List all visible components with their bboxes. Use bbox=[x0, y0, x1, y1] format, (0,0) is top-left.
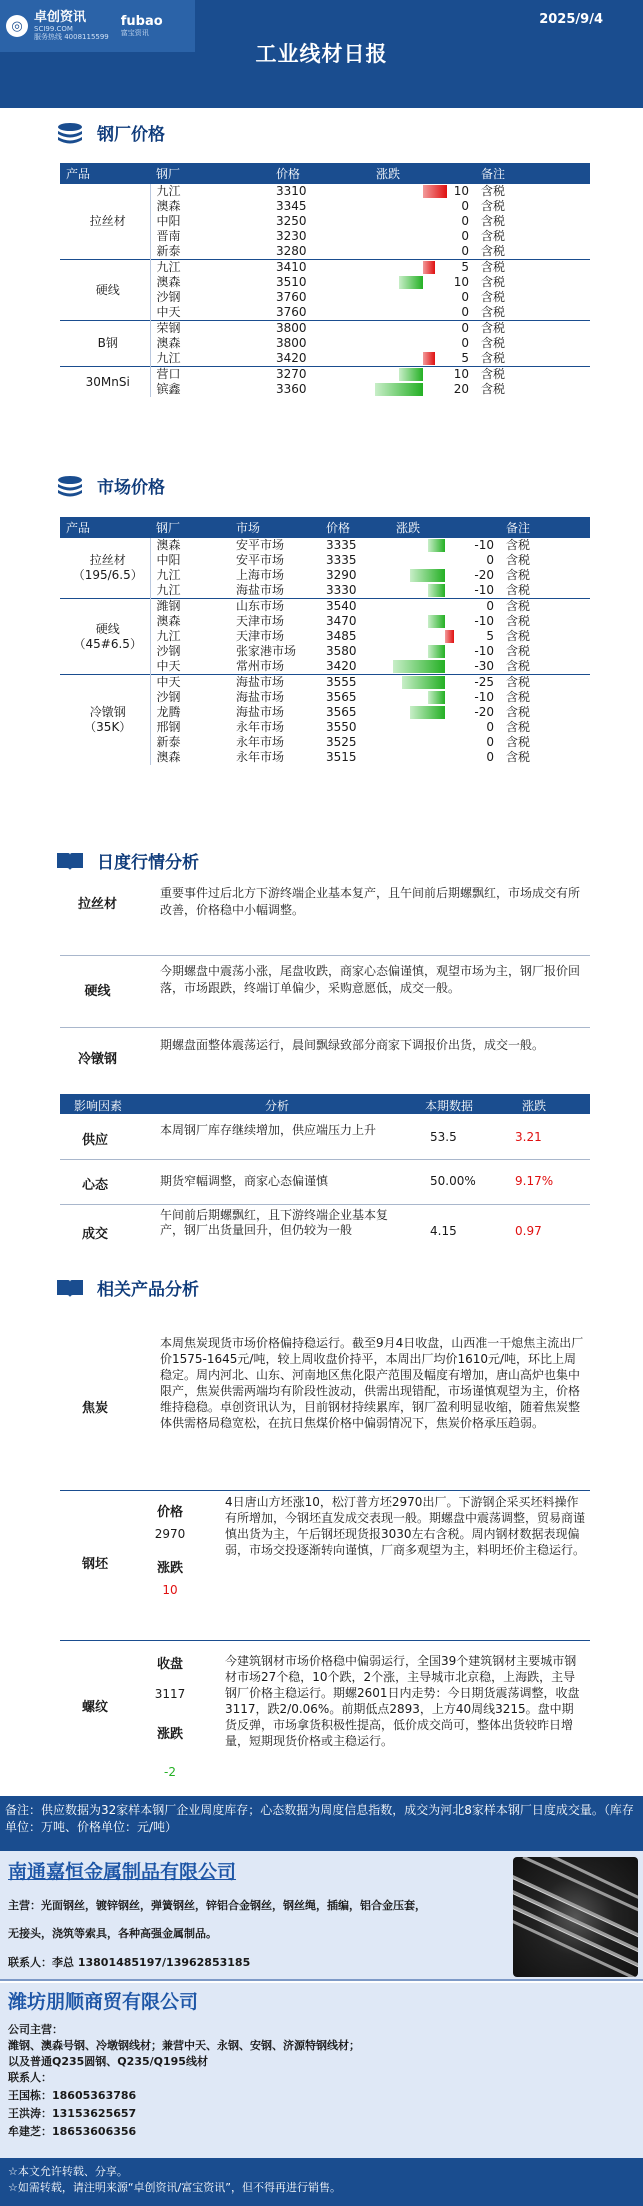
logo-en: fubao bbox=[120, 14, 163, 29]
cell-mill: 澳森 bbox=[156, 336, 181, 350]
cell-price: 3420 bbox=[326, 659, 357, 673]
product-group-label: 冷镦钢 （35K） bbox=[60, 675, 150, 766]
cell-chg bbox=[390, 750, 500, 765]
column-header: 市场 bbox=[230, 517, 320, 538]
cell-mill: 镔鑫 bbox=[156, 382, 181, 396]
cell-chg bbox=[370, 336, 475, 351]
impact-factor: 成交 bbox=[81, 1227, 108, 1242]
cell-price: 3540 bbox=[320, 599, 390, 615]
column-header: 备注 bbox=[475, 163, 590, 184]
cell-mill: 中天 bbox=[150, 675, 230, 691]
cell-price: 3760 bbox=[276, 290, 307, 304]
rise-bar bbox=[445, 630, 454, 643]
impact-factor: 供应 bbox=[81, 1133, 108, 1148]
change-value: 0 bbox=[461, 244, 469, 258]
cell-note: 含税 bbox=[481, 229, 506, 243]
table-row bbox=[60, 321, 590, 337]
cell-note: 含税 bbox=[506, 644, 531, 658]
logo-phone: 服务热线 4008115599 bbox=[34, 33, 109, 41]
change-value: 0 bbox=[486, 553, 494, 567]
cell-chg bbox=[390, 614, 500, 629]
cell-mill: 中天 bbox=[156, 659, 181, 673]
daily-label: 冷镦钢 bbox=[77, 1052, 117, 1067]
section-title: 市场价格 bbox=[97, 478, 165, 498]
advert-line: 潍钢、澳森号钢、冷墩钢线材；兼营中天、永钢、安钢、济源特钢线材； bbox=[8, 2039, 360, 2052]
cell-mill: 荣钢 bbox=[150, 321, 270, 337]
product-price-label: 收盘 bbox=[156, 1657, 183, 1672]
cell-note: 含税 bbox=[475, 260, 590, 276]
cell-market: 永年市场 bbox=[236, 750, 285, 764]
cell-mill: 九江 bbox=[156, 351, 181, 365]
fall-bar bbox=[428, 645, 445, 658]
column-header: 备注 bbox=[500, 517, 590, 538]
daily-label: 硬线 bbox=[84, 984, 111, 999]
cell-price: 3360 bbox=[276, 382, 307, 396]
product-price: 2970 bbox=[154, 1527, 186, 1541]
cell-chg bbox=[370, 275, 475, 290]
column-header: 产品 bbox=[60, 517, 150, 538]
advert-line: 联系人： bbox=[8, 2071, 52, 2084]
report-date: 2025/9/4 bbox=[539, 12, 603, 27]
daily-text: 重要事件过后北方下游终端企业基本复产，且午间前后期螺飘红，市场成交有所改善，价格稳中小幅调整。 bbox=[160, 886, 581, 917]
product-group-label: 拉丝材 （195/6.5） bbox=[60, 538, 150, 599]
advert-company[interactable]: 南通嘉恒金属制品有限公司 bbox=[8, 1861, 237, 1883]
cell-price: 3565 bbox=[326, 705, 357, 719]
change-value: -10 bbox=[474, 614, 494, 628]
change-value: -20 bbox=[474, 705, 494, 719]
cell-chg bbox=[370, 214, 475, 229]
change-value: 0 bbox=[461, 290, 469, 304]
product-name: 钢坯 bbox=[81, 1557, 108, 1572]
table-row bbox=[60, 675, 590, 691]
cell-note: 含税 bbox=[506, 629, 531, 643]
cell-market: 安平市场 bbox=[236, 553, 285, 567]
impact-factor: 心态 bbox=[81, 1178, 108, 1193]
footer-line: ☆如需转载，请注明来源“卓创资讯/富宝资讯”，但不得再进行销售。 bbox=[8, 2181, 341, 2194]
fall-bar bbox=[399, 276, 423, 289]
cell-mill: 九江 bbox=[150, 260, 270, 276]
advert-line: 无接头，浇筑等索具，各种高强金属制品。 bbox=[8, 1927, 217, 1940]
cell-market: 安平市场 bbox=[236, 538, 285, 552]
cell-mill: 九江 bbox=[156, 568, 181, 582]
change-value: 10 bbox=[453, 367, 469, 381]
fall-bar bbox=[375, 383, 423, 396]
product-price-label: 价格 bbox=[156, 1505, 183, 1520]
cell-price: 3280 bbox=[276, 244, 307, 258]
cell-note: 含税 bbox=[481, 184, 506, 198]
change-value: -10 bbox=[474, 690, 494, 704]
cell-chg bbox=[370, 382, 475, 397]
impact-table-header bbox=[60, 1094, 590, 1114]
cell-note: 含税 bbox=[506, 614, 531, 628]
product-billet bbox=[60, 1490, 590, 1630]
cell-price: 3270 bbox=[270, 367, 370, 383]
fall-bar bbox=[410, 706, 445, 719]
rise-bar bbox=[423, 261, 435, 274]
cell-mill: 澳森 bbox=[156, 199, 181, 213]
cell-mill: 澳森 bbox=[156, 614, 181, 628]
cell-note: 含税 bbox=[506, 659, 531, 673]
impact-value: 53.5 bbox=[430, 1130, 457, 1144]
daily-text: 期螺盘面整体震荡运行，晨间飘绿致部分商家下调报价出货，成交一般。 bbox=[160, 1038, 545, 1052]
daily-row bbox=[60, 955, 590, 1020]
advert-line: 王国栋：18605363786 bbox=[8, 2089, 137, 2102]
change-value: 5 bbox=[486, 629, 494, 643]
cell-chg bbox=[370, 229, 475, 244]
daily-row bbox=[60, 1027, 590, 1087]
product-change-label: 涨跌 bbox=[156, 1561, 183, 1576]
cell-mill: 澳森 bbox=[156, 750, 181, 764]
cell-note: 含税 bbox=[481, 244, 506, 258]
product-text: 本周焦炭现货市场价格偏持稳运行。截至9月4日收盘，山西准一干熄焦主流出厂价1575-1645元/吨，较上周收盘价持平，本周出厂均价1610元/吨，环比上周稳定。周内河北、山东、河南地区焦化限产范围及幅度有增加，唐山高炉也集中限产，焦炭供需两端均有阶段性波动，供需出现错配，市场谨慎观望为主，价格维持稳稳。卓创资讯认为，目前钢材持续累库，钢厂盈利明显收缩，随着焦炭整体供需格局稳宽松，在抗日焦煤价格中偏弱情况下，焦炭价格承压趋弱。 bbox=[160, 1336, 584, 1430]
table-row bbox=[60, 599, 590, 615]
advert-company[interactable]: 潍坊朋顺商贸有限公司 bbox=[8, 1991, 199, 2013]
logo-cn: 卓创资讯 bbox=[34, 10, 87, 25]
section-related bbox=[55, 1275, 199, 1300]
cell-price: 3800 bbox=[276, 336, 307, 350]
cell-market: 海盐市场 bbox=[236, 690, 285, 704]
change-value: 10 bbox=[453, 184, 469, 198]
product-name: 焦炭 bbox=[81, 1401, 108, 1416]
cell-price: 3330 bbox=[326, 583, 357, 597]
column-header: 钢厂 bbox=[150, 163, 270, 184]
footnote: 备注：供应数据为32家样本钢厂企业周度库存；心态数据为周度信息指数，成交为河北8家样本钢厂日度成交量。（库存单位：万吨、价格单位：元/吨） bbox=[0, 1796, 643, 1851]
fall-bar bbox=[402, 676, 445, 689]
rise-bar bbox=[423, 352, 435, 365]
cell-chg bbox=[370, 367, 475, 383]
cell-price: 3485 bbox=[326, 629, 357, 643]
stack-icon bbox=[55, 122, 85, 144]
change-value: -10 bbox=[474, 583, 494, 597]
product-group-label: 拉丝材 bbox=[60, 184, 150, 260]
advert-line: 牟建芝：18653606356 bbox=[8, 2125, 137, 2138]
cell-mill: 澳森 bbox=[156, 275, 181, 289]
cell-note: 含税 bbox=[481, 382, 506, 396]
cell-market: 海盐市场 bbox=[230, 675, 320, 691]
table-row bbox=[60, 260, 590, 276]
cell-note: 含税 bbox=[481, 214, 506, 228]
cell-chg bbox=[390, 644, 500, 659]
cell-note: 含税 bbox=[481, 275, 506, 289]
cell-note: 含税 bbox=[506, 538, 531, 552]
cell-chg bbox=[390, 568, 500, 583]
change-value: 10 bbox=[453, 275, 469, 289]
cell-mill: 中阳 bbox=[156, 214, 181, 228]
impact-value: 4.15 bbox=[430, 1224, 457, 1238]
cell-mill: 中天 bbox=[156, 305, 181, 319]
cell-note: 含税 bbox=[506, 735, 531, 749]
fall-bar bbox=[428, 539, 445, 552]
cell-chg bbox=[390, 690, 500, 705]
change-value: 5 bbox=[461, 351, 469, 365]
product-change: 10 bbox=[162, 1583, 178, 1597]
cell-mill: 新泰 bbox=[156, 244, 181, 258]
cell-price: 3800 bbox=[270, 321, 370, 337]
cell-chg bbox=[370, 244, 475, 260]
product-group-label: 硬线 bbox=[60, 260, 150, 321]
page-header bbox=[0, 0, 643, 108]
cell-market: 常州市场 bbox=[236, 659, 285, 673]
impact-analysis: 期货窄幅调整，商家心态偏谨慎 bbox=[160, 1174, 329, 1188]
advert-line: 王洪涛：13153625657 bbox=[8, 2107, 137, 2120]
change-value: 0 bbox=[486, 720, 494, 734]
page-title: 工业线材日报 bbox=[255, 42, 388, 66]
cell-price: 3510 bbox=[276, 275, 307, 289]
cell-mill: 沙钢 bbox=[156, 290, 181, 304]
advert-line: 联系人：李总 13801485197/13962853185 bbox=[8, 1956, 251, 1969]
table-row bbox=[60, 538, 590, 553]
cell-mill: 九江 bbox=[156, 184, 181, 198]
cell-note: 含税 bbox=[506, 690, 531, 704]
cell-market: 永年市场 bbox=[236, 720, 285, 734]
cell-mill: 龙腾 bbox=[156, 705, 181, 719]
cell-chg bbox=[370, 321, 475, 337]
cell-market: 上海市场 bbox=[236, 568, 285, 582]
cell-note: 含税 bbox=[481, 290, 506, 304]
cell-chg bbox=[390, 583, 500, 599]
section-title: 相关产品分析 bbox=[97, 1280, 199, 1300]
logo-mark-icon: ◎ bbox=[6, 15, 28, 37]
impact-row bbox=[60, 1161, 590, 1205]
impact-row bbox=[60, 1206, 590, 1258]
cell-note: 含税 bbox=[506, 720, 531, 734]
cell-price: 3335 bbox=[326, 538, 357, 552]
product-price: 3117 bbox=[154, 1687, 186, 1701]
cell-mill: 营口 bbox=[150, 367, 270, 383]
cell-chg bbox=[370, 351, 475, 367]
impact-row bbox=[60, 1116, 590, 1160]
column-header: 涨跌 bbox=[370, 163, 475, 184]
cell-note: 含税 bbox=[481, 336, 506, 350]
cell-price: 3250 bbox=[276, 214, 307, 228]
section-title: 钢厂价格 bbox=[97, 125, 165, 145]
advert-weifang bbox=[0, 1983, 643, 2158]
cell-price: 3345 bbox=[276, 199, 307, 213]
change-value: 0 bbox=[461, 199, 469, 213]
cell-price: 3420 bbox=[276, 351, 307, 365]
impact-col-change: 涨跌 bbox=[522, 1099, 547, 1113]
cell-mill: 沙钢 bbox=[156, 644, 181, 658]
section-market-price bbox=[55, 473, 165, 498]
advert-line: 主营：光面钢丝，镀锌钢丝，弹簧钢丝，锌铝合金钢丝，钢丝绳，插编，铝合金压套， bbox=[8, 1899, 426, 1912]
cell-price: 3470 bbox=[326, 614, 357, 628]
section-mill-price bbox=[55, 120, 165, 145]
cell-note: 含税 bbox=[506, 750, 531, 764]
cell-mill: 澳森 bbox=[156, 538, 181, 552]
cell-note: 含税 bbox=[500, 675, 590, 691]
fall-bar bbox=[428, 691, 445, 704]
cell-note: 含税 bbox=[506, 568, 531, 582]
change-value: 0 bbox=[486, 599, 494, 613]
change-value: 0 bbox=[461, 214, 469, 228]
cell-chg bbox=[390, 629, 500, 644]
cell-price: 3760 bbox=[276, 305, 307, 319]
cell-chg bbox=[390, 599, 500, 615]
footer-line: ☆本文允许转载、分享。 bbox=[8, 2165, 128, 2178]
section-title: 日度行情分析 bbox=[97, 853, 199, 873]
column-header: 产品 bbox=[60, 163, 150, 184]
cell-note: 含税 bbox=[500, 599, 590, 615]
product-change: -2 bbox=[164, 1765, 176, 1779]
cell-chg bbox=[390, 659, 500, 675]
cell-price: 3290 bbox=[326, 568, 357, 582]
impact-change: 0.97 bbox=[515, 1224, 542, 1238]
impact-analysis: 本周钢厂库存继续增加，供应端压力上升 bbox=[160, 1123, 377, 1137]
product-text: 今建筑钢材市场价格稳中偏弱运行，全国39个建筑钢材主要城市钢材市场27个稳，10个跌，2个涨，主导城市北京稳，上海跌，主导钢厂价格主稳运行。期螺2601日内走势：今日期货震荡调整，收盘3117，跌2/0.06%。前期低点2893，上方40周线3215。盘中期货反弹，市场拿货积极性提高，低价成交尚可，整体出货较昨日增量，短期现货价格或主稳运行。 bbox=[225, 1654, 580, 1748]
cell-price: 3550 bbox=[326, 720, 357, 734]
product-rebar bbox=[60, 1640, 590, 1790]
table-row bbox=[60, 184, 590, 199]
cell-mill: 九江 bbox=[156, 629, 181, 643]
cell-note: 含税 bbox=[481, 305, 506, 319]
market-price-table bbox=[60, 517, 590, 765]
cell-price: 3515 bbox=[326, 750, 357, 764]
column-header: 钢厂 bbox=[150, 517, 230, 538]
change-value: -25 bbox=[474, 675, 494, 689]
cell-market: 张家港市场 bbox=[236, 644, 297, 658]
change-value: 0 bbox=[461, 321, 469, 335]
logo-cn2: 富宝资讯 bbox=[120, 29, 149, 37]
impact-col-analysis: 分析 bbox=[265, 1099, 290, 1113]
cell-chg bbox=[370, 305, 475, 321]
cell-mill: 晋南 bbox=[156, 229, 181, 243]
cell-mill: 沙钢 bbox=[156, 690, 181, 704]
cell-price: 3555 bbox=[320, 675, 390, 691]
impact-change: 3.21 bbox=[515, 1130, 542, 1144]
mill-price-table bbox=[60, 163, 590, 397]
change-value: -10 bbox=[474, 538, 494, 552]
cell-chg bbox=[370, 184, 475, 199]
steel-wire-image bbox=[513, 1857, 638, 1977]
cell-chg bbox=[390, 538, 500, 553]
change-value: 0 bbox=[461, 305, 469, 319]
product-group-label: 硬线 （45#6.5） bbox=[60, 599, 150, 675]
cell-price: 3410 bbox=[270, 260, 370, 276]
cell-mill: 新泰 bbox=[156, 735, 181, 749]
cell-chg bbox=[390, 675, 500, 691]
daily-text: 今期螺盘中震荡小涨，尾盘收跌，商家心态偏谨慎，观望市场为主，钢厂报价回落，市场跟跌，终端订单偏少，采购意愿低，成交一般。 bbox=[160, 964, 581, 995]
column-header: 价格 bbox=[320, 517, 390, 538]
fall-bar bbox=[399, 368, 423, 381]
cell-price: 3230 bbox=[276, 229, 307, 243]
cell-market: 海盐市场 bbox=[236, 705, 285, 719]
impact-change: 9.17% bbox=[515, 1174, 554, 1188]
impact-analysis: 午间前后期螺飘红，且下游终端企业基本复产，钢厂出货量回升，但仍较为一般 bbox=[160, 1208, 389, 1237]
cell-note: 含税 bbox=[506, 583, 531, 597]
cell-chg bbox=[370, 290, 475, 305]
rise-bar bbox=[423, 185, 447, 198]
cell-chg bbox=[390, 705, 500, 720]
cell-mill: 九江 bbox=[156, 583, 181, 597]
cell-mill: 潍钢 bbox=[150, 599, 230, 615]
cell-chg bbox=[370, 260, 475, 276]
fall-bar bbox=[410, 569, 445, 582]
cell-chg bbox=[390, 735, 500, 750]
impact-value: 50.00% bbox=[430, 1174, 476, 1188]
cell-market: 永年市场 bbox=[236, 735, 285, 749]
cell-mill: 邢钢 bbox=[156, 720, 181, 734]
advert-line: 以及普通Q235圆钢、Q235/Q195线材 bbox=[8, 2055, 208, 2068]
cell-chg bbox=[390, 553, 500, 568]
daily-row bbox=[60, 865, 590, 945]
product-name: 螺纹 bbox=[81, 1700, 108, 1715]
change-value: -20 bbox=[474, 568, 494, 582]
cell-mill: 中阳 bbox=[156, 553, 181, 567]
cell-price: 3580 bbox=[326, 644, 357, 658]
cell-chg bbox=[370, 199, 475, 214]
change-value: 20 bbox=[453, 382, 469, 396]
change-value: -30 bbox=[474, 659, 494, 673]
change-value: 0 bbox=[461, 229, 469, 243]
book-icon bbox=[55, 1277, 85, 1299]
product-change-label: 涨跌 bbox=[156, 1727, 183, 1742]
cell-note: 含税 bbox=[506, 553, 531, 567]
change-value: 5 bbox=[461, 260, 469, 274]
product-group-label: B钢 bbox=[60, 321, 150, 367]
change-value: -10 bbox=[474, 644, 494, 658]
cell-note: 含税 bbox=[481, 351, 506, 365]
page-footer bbox=[0, 2158, 643, 2206]
stack-icon bbox=[55, 475, 85, 497]
change-value: 0 bbox=[486, 750, 494, 764]
cell-note: 含税 bbox=[481, 199, 506, 213]
cell-price: 3335 bbox=[326, 553, 357, 567]
cell-chg bbox=[390, 720, 500, 735]
logo-url: SCI99.COM bbox=[34, 25, 73, 33]
cell-market: 天津市场 bbox=[236, 614, 285, 628]
fall-bar bbox=[428, 615, 445, 628]
fall-bar bbox=[428, 584, 445, 597]
impact-col-factor: 影响因素 bbox=[74, 1099, 123, 1113]
cell-note: 含税 bbox=[506, 705, 531, 719]
cell-price: 3310 bbox=[276, 184, 307, 198]
product-coke bbox=[60, 1325, 590, 1483]
column-header: 涨跌 bbox=[390, 517, 500, 538]
product-text: 4日唐山方坯涨10，松汀普方坯2970出厂。下游钢企采买坯料操作有所增加，今钢坯直发成交表现一般。期螺盘中震荡调整，贸易商谨慎出货为主，午后钢坯现货报3030左右含税。周内钢材数据表现偏弱，市场交投逐渐转向谨慎，厂商多观望为主，料明坯价主稳运行。 bbox=[225, 1495, 586, 1557]
change-value: 0 bbox=[461, 336, 469, 350]
cell-market: 天津市场 bbox=[236, 629, 285, 643]
product-group-label: 30MnSi bbox=[60, 367, 150, 398]
cell-note: 含税 bbox=[475, 367, 590, 383]
cell-market: 海盐市场 bbox=[236, 583, 285, 597]
fall-bar bbox=[393, 660, 445, 673]
cell-note: 含税 bbox=[475, 321, 590, 337]
table-row bbox=[60, 367, 590, 383]
impact-col-value: 本期数据 bbox=[425, 1099, 474, 1113]
column-header: 价格 bbox=[270, 163, 370, 184]
advert-line: 公司主营： bbox=[8, 2023, 63, 2036]
cell-price: 3565 bbox=[326, 690, 357, 704]
daily-label: 拉丝材 bbox=[77, 897, 117, 912]
cell-market: 山东市场 bbox=[230, 599, 320, 615]
change-value: 0 bbox=[486, 735, 494, 749]
cell-price: 3525 bbox=[326, 735, 357, 749]
